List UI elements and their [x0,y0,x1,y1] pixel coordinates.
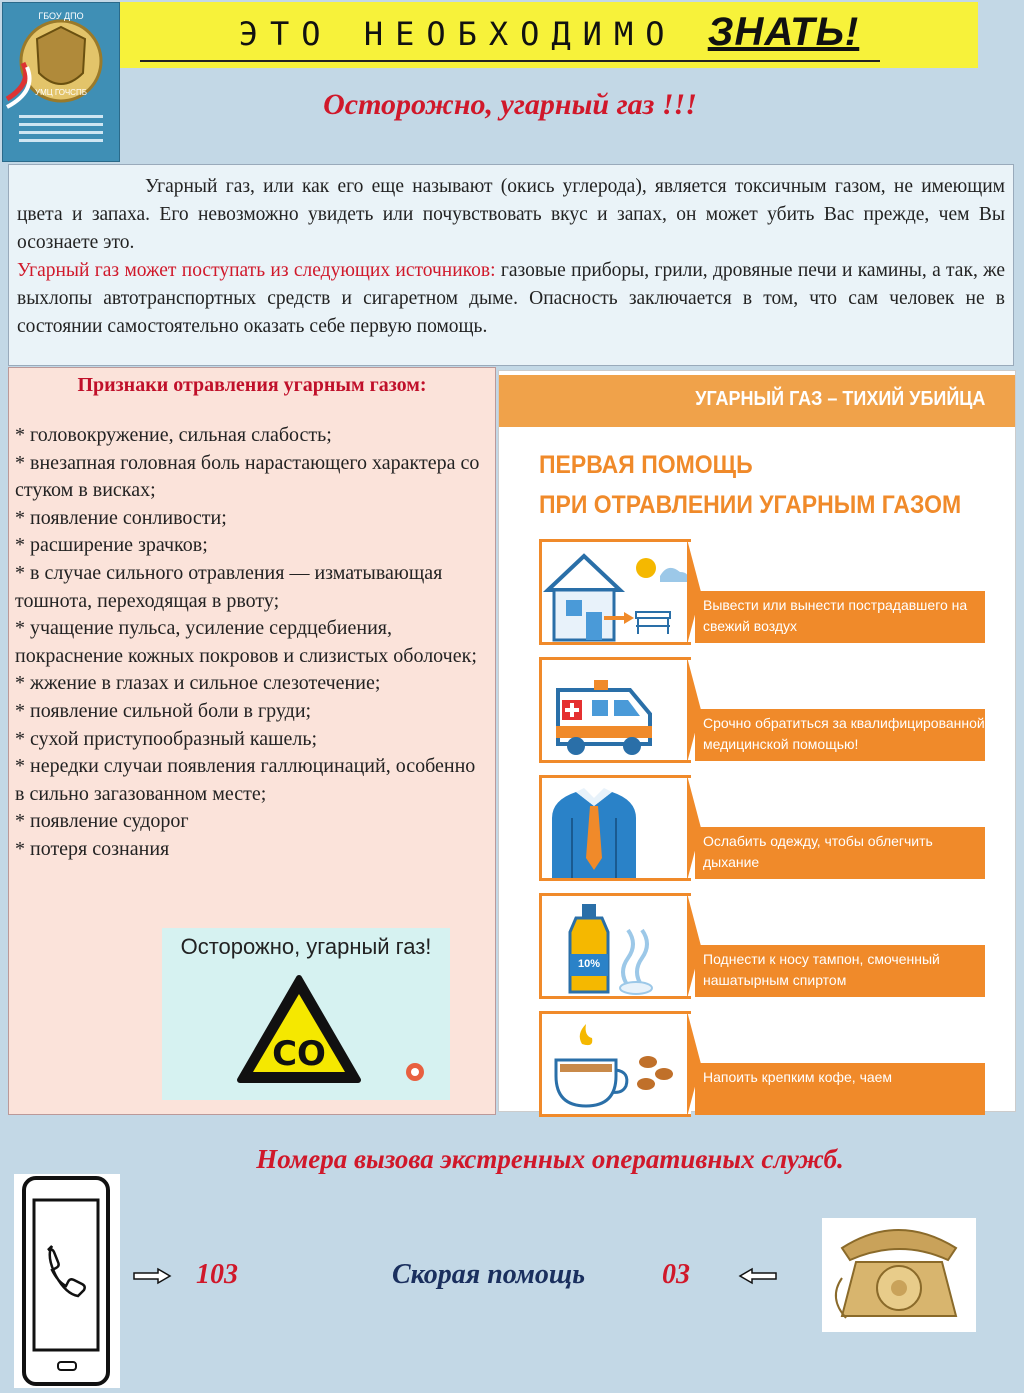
emblem-icon [3,3,119,161]
co-warning-sign-icon [234,972,364,1088]
sources-paragraph [17,257,1005,341]
mobile-emergency-number: 103 [196,1259,238,1290]
step-text: Вывести или вынести пострадавшего на свежий воздух [703,597,968,634]
list-item: * сухой приступообразный кашель; [15,727,318,750]
first-aid-step [539,1011,985,1119]
landline-phone-image [822,1218,976,1332]
symptoms-list [15,422,485,864]
header-band [120,2,978,68]
list-item: * потеря сознания [15,837,170,860]
title-underline [140,60,880,62]
infographic-band-label: УГАРНЫЙ ГАЗ – ТИХИЙ УБИЙЦА [694,388,985,410]
svg-text:УМЦ ГОЧСПБ: УМЦ ГОЧСПБ [35,88,87,97]
list-item: * расширение зрачков; [15,534,208,557]
arrow-left-icon [738,1267,778,1285]
title-spaced-text: ЭТО НЕОБХОДИМО [238,15,677,53]
bottle-label: 10% [577,958,601,970]
list-item: * нередки случаи появления галлюцинаций, особенно в сильно загазованном месте; [15,755,476,805]
list-item: * учащение пульса, усиление сердцебиения, покраснение кожных покровов и слизистых оболочек; [15,617,477,667]
first-aid-step [539,539,985,647]
service-label: Скорая помощь [392,1259,586,1290]
list-item: * головокружение, сильная слабость; [15,424,332,446]
shirt-icon [542,778,692,880]
infographic-heading-line2: ПРИ ОТРАВЛЕНИИ УГАРНЫМ ГАЗОМ [539,491,962,519]
warning-text: Осторожно, угарный газ! [180,934,432,959]
title-emphasis-text: ЗНАТЬ! [707,10,860,54]
page-title [120,10,978,55]
mobile-phone-icon [14,1174,120,1388]
ammonia-bottle-icon [542,896,692,998]
first-aid-step [539,775,985,883]
warning-box [162,928,450,1100]
list-item: * в случае сильного отравления — изматывающая тошнота, переходящая в рвоту; [15,561,443,612]
list-item: * внезапная головная боль нарастающего характера со стуком в висках; [15,451,480,502]
step-text: Ослабить одежду, чтобы облегчить дыхание [703,833,933,870]
svg-text:CO: CO [272,1034,326,1074]
emergency-title: Номера вызова экстренных оперативных служб. [256,1144,844,1174]
logo [2,2,120,162]
hazard-badge-icon [405,1062,425,1082]
coffee-cup-icon [542,1014,692,1116]
step-text: Напоить крепким кофе, чаем [703,1069,893,1085]
first-aid-infographic [498,370,1016,1112]
list-item: * появление сонливости; [15,506,227,529]
svg-text:ГБОУ ДПО: ГБОУ ДПО [38,11,84,21]
intro-paragraph: Угарный газ, или как его еще называют (окись углерода), является токсичным газом, не имеющим цвета и запаха. Его невозможно увидеть или почувствовать вкус и запах, он может убить Вас прежде, чем Вы осознаете это. [17,176,1005,253]
step-text: Поднести к носу тампон, смоченный нашатырным спиртом [703,951,940,988]
first-aid-step [539,657,985,765]
list-item: * жжение в глазах и сильное слезотечение; [15,672,381,695]
intro-text-block [8,164,1014,366]
step-text: Срочно обратиться за квалифицированной медицинской помощью! [703,715,985,752]
ambulance-icon [542,660,692,762]
arrow-right-icon [132,1267,172,1285]
mobile-phone-image [14,1174,120,1388]
list-item: * появление сильной боли в груди; [15,699,312,722]
rotary-phone-icon [822,1218,976,1332]
house-icon [542,542,692,644]
sources-text: газовые приборы, грили, дровяные печи и камины, а так, же выхлопы автотранспортных средств и сигаретном дыме. Опасность заключается в том, что сам человек не в состоянии самостоятельно оказать себе первую помощь. [17,260,1005,337]
landline-emergency-number: 03 [662,1259,690,1290]
subtitle: Осторожно, угарный газ !!! [323,88,697,121]
infographic-heading-line1: ПЕРВАЯ ПОМОЩЬ [539,451,753,479]
sources-label: Угарный газ может поступать из следующих источников: [17,260,496,281]
first-aid-step [539,893,985,1001]
infographic-band [499,375,1015,427]
symptoms-title: Признаки отравления угарным газом: [77,374,427,396]
list-item: * появление судорог [15,810,189,833]
